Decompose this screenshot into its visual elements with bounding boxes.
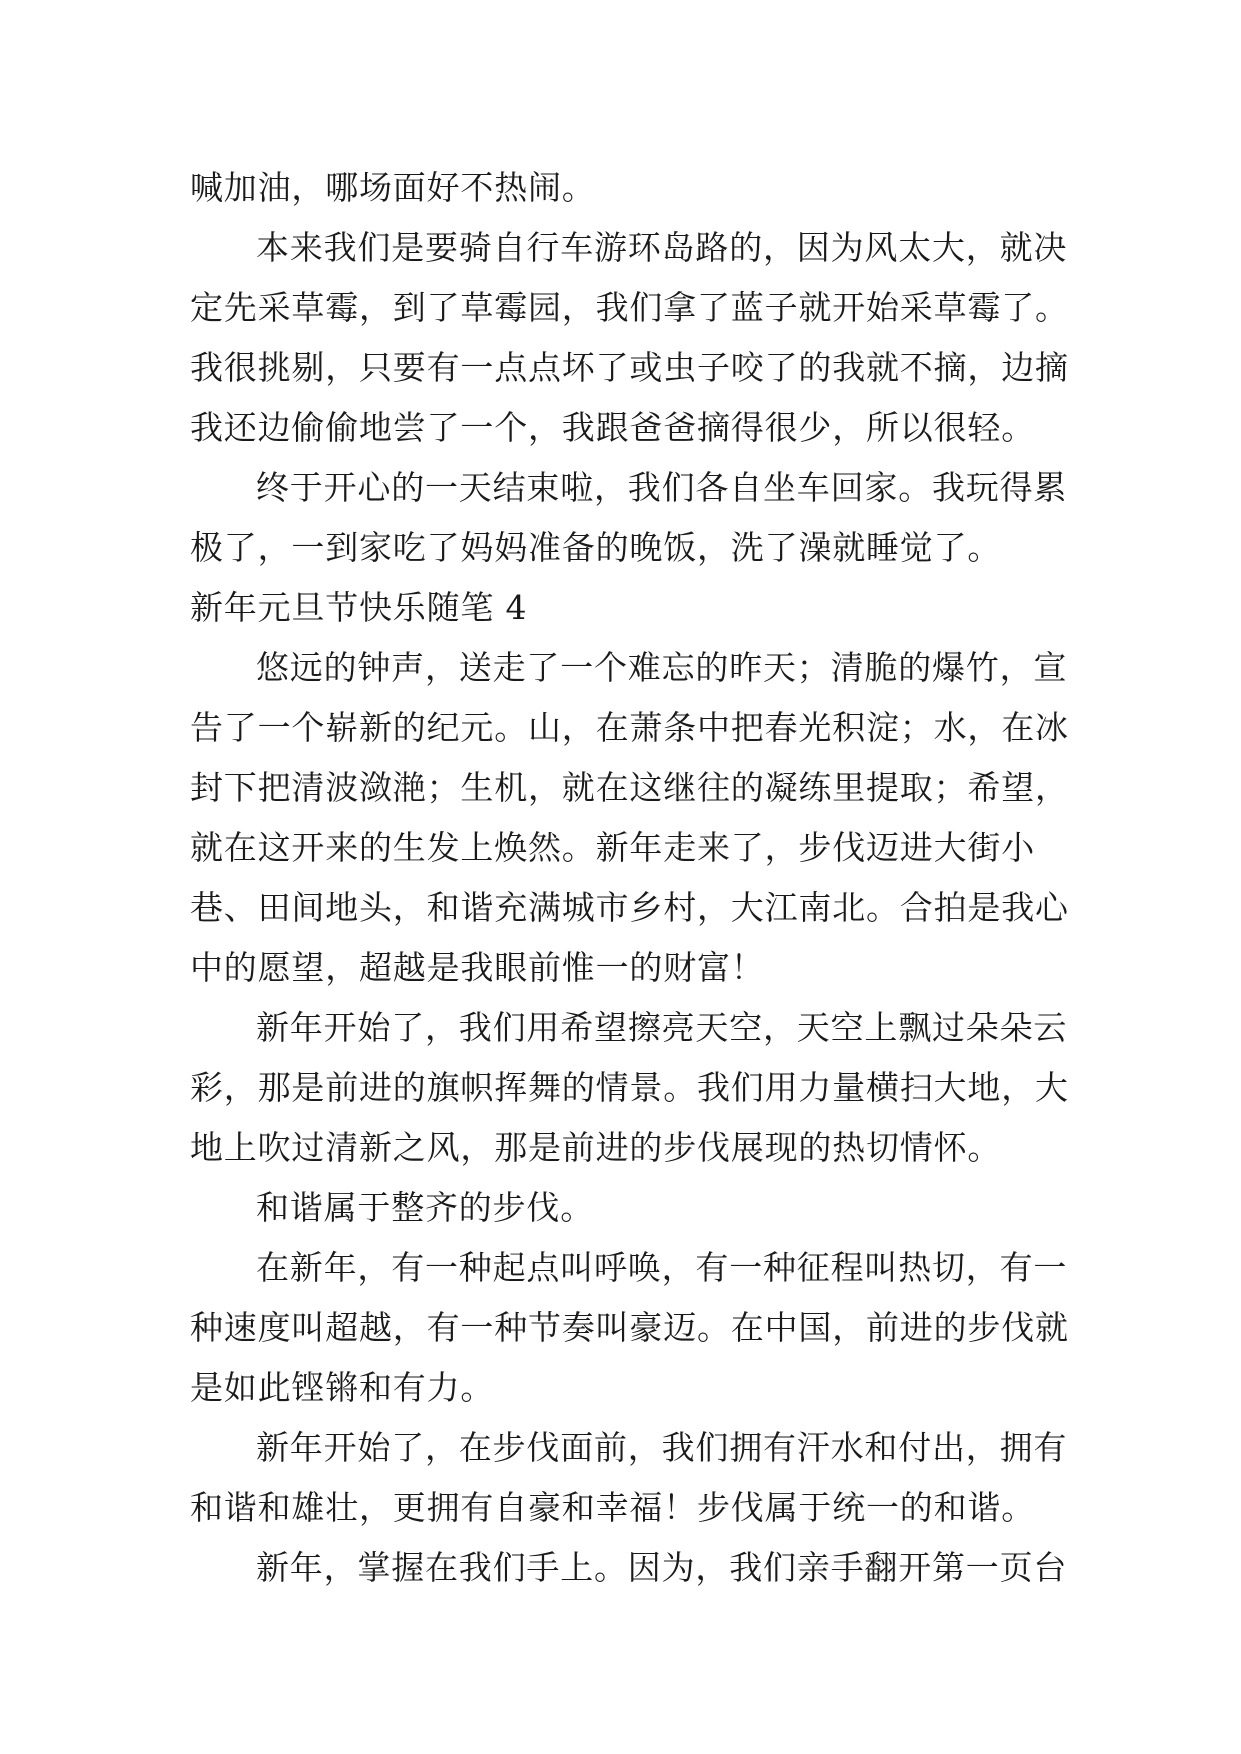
paragraph: 在新年，有一种起点叫呼唤，有一种征程叫热切，有一种速度叫超越，有一种节奏叫豪迈。在中国，前进的步伐就是如此铿锵和有力。 [190, 1248, 1069, 1407]
paragraph-continuation: 喊加油，哪场面好不热闹。 [190, 168, 596, 207]
paragraph: 新年开始了，在步伐面前，我们拥有汗水和付出，拥有和谐和雄壮，更拥有自豪和幸福！步伐属于统一的和谐。 [190, 1428, 1068, 1527]
paragraph: 悠远的钟声，送走了一个难忘的昨天；清脆的爆竹，宣告了一个崭新的纪元。山，在萧条中把春光积淀；水，在冰封下把清波潋滟；生机，就在这继往的凝练里提取；希望，就在这开来的生发上焕然。新年走来了，步伐迈进大街小巷、田间地头，和谐充满城市乡村，大江南北。合拍是我心中的愿望，超越是我眼前惟一的财富！ [190, 648, 1069, 987]
paragraph: 终于开心的一天结束啦，我们各自坐车回家。我玩得累极了，一到家吃了妈妈准备的晚饭，洗了澡就睡觉了。 [190, 468, 1068, 567]
document-body [190, 158, 1070, 1598]
paragraph: 本来我们是要骑自行车游环岛路的，因为风太大，就决定先采草霉，到了草霉园，我们拿了蓝子就开始采草霉了。我很挑剔，只要有一点点坏了或虫子咬了的我就不摘，边摘我还边偷偷地尝了一个，我跟爸爸摘得很少，所以很轻。 [190, 228, 1069, 447]
section-heading: 新年元旦节快乐随笔 4 [190, 588, 528, 627]
paragraph: 和谐属于整齐的步伐。 [256, 1188, 594, 1227]
paragraph: 新年，掌握在我们手上。因为，我们亲手翻开第一页台 [256, 1548, 1068, 1587]
paragraph: 新年开始了，我们用希望擦亮天空，天空上飘过朵朵云彩，那是前进的旗帜挥舞的情景。我们用力量横扫大地，大地上吹过清新之风，那是前进的步伐展现的热切情怀。 [190, 1008, 1069, 1167]
